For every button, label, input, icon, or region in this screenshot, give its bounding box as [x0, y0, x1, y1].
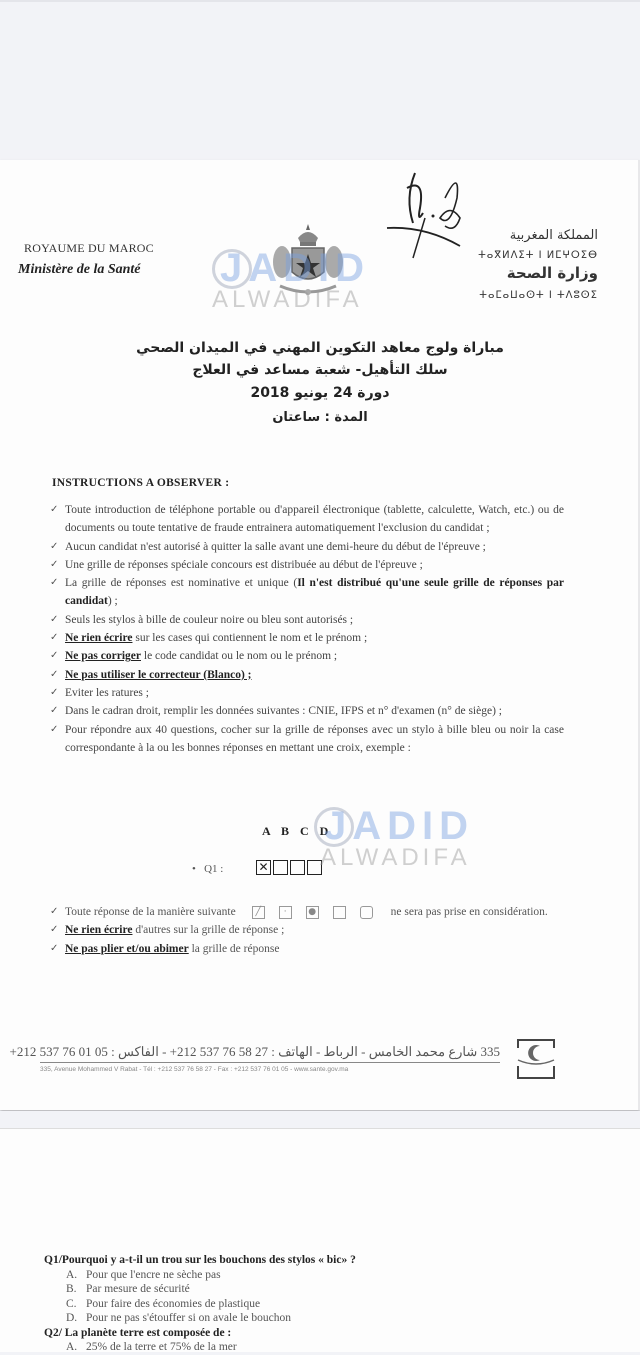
checkmark-icon: ✓: [50, 504, 59, 515]
exam-title-line-2: سلك التأهيل- شعبة مساعد في العلاج: [192, 362, 448, 378]
exam-duration: المدة : ساعتان: [272, 410, 368, 425]
header-kingdom-tifinagh: ⵜⴰⴳⵍⴷⵉⵜ ⵏ ⵍⵎⵖⵔⵉⴱ: [478, 250, 598, 261]
empty-box-icon: [333, 906, 346, 919]
answer-box-b: [273, 860, 288, 875]
checkmark-icon: ✓: [50, 686, 59, 698]
instructions-list: [48, 501, 564, 757]
question-option: D. Pour ne pas s'étouffer si on avale le bouchon: [66, 1312, 291, 1324]
instruction-item: ✓ Une grille de réponses spéciale concours est distribuée au début de l'épreuve ;: [48, 556, 564, 574]
checkmark-icon: ✓: [50, 723, 59, 735]
viewer-top-background: [0, 0, 640, 162]
document-page-1: [0, 160, 640, 1110]
checkmark-icon: ✓: [50, 942, 59, 954]
ministry-crescent-logo-icon: [516, 1038, 556, 1080]
moroccan-coat-of-arms-icon: [270, 222, 346, 304]
instruction-item: ✓ Ne rien écrire sur les cases qui contiennent le nom et le prénom ;: [48, 629, 564, 647]
checkmark-icon: ✓: [50, 613, 59, 625]
instruction-item: ✓ Ne pas plier et/ou abimer la grille de réponse: [48, 940, 568, 958]
checkmark-icon: ✓: [50, 558, 59, 570]
header-ministry-tifinagh: ⵜⴰⵎⴰⵡⴰⵙⵜ ⵏ ⵜⴷⵓⵙⵉ: [479, 290, 598, 301]
document-page-2: [0, 1128, 640, 1352]
filled-box-icon: ●: [306, 906, 319, 919]
instruction-item: ✓ Dans le cadran droit, remplir les données suivantes : CNIE, IFPS et n° d'examen (n° de siège) ;: [48, 702, 564, 720]
dotted-box-icon: ·: [279, 906, 292, 919]
checkmark-icon: ✓: [50, 668, 59, 680]
answer-box-a-checked: ✕: [256, 860, 271, 875]
question-block: [44, 1253, 356, 1355]
instruction-item: ✓ Ne pas utiliser le correcteur (Blanco) ;: [48, 666, 564, 684]
question-option: B. Par mesure de sécurité: [66, 1283, 190, 1295]
instruction-item: ✓ Seuls les stylos à bille de couleur noire ou bleu sont autorisés ;: [48, 611, 564, 629]
exam-session-date: دورة 24 يونيو 2018: [250, 385, 390, 401]
instruction-item: ✓ Ne pas corriger le code candidat ou le nom ou le prénom ;: [48, 647, 564, 665]
instruction-item: ✓ Eviter les ratures ;: [48, 684, 564, 702]
header-kingdom-label: ROYAUME DU MAROC: [24, 241, 154, 255]
example-letters: A B C D: [262, 824, 333, 838]
question-option: A. 25% de la terre et 75% de la mer: [66, 1341, 237, 1353]
slashed-box-icon: ╱: [252, 906, 265, 919]
question-option: A. Pour que l'encre ne sèche pas: [66, 1268, 221, 1281]
invalid-answer-examples: [252, 906, 373, 919]
instruction-item: ✓ Pour répondre aux 40 questions, cocher sur la grille de réponses avec un stylo à bille bleu ou noir la case correspondante à la ou les bonnes réponses en mettant une croix, exemple :: [48, 721, 564, 758]
question-title: Q1/Pourquoi y a-t-il un trou sur les bouchons des stylos « bic» ?: [44, 1254, 356, 1266]
invalid-answers-list: [48, 903, 568, 958]
footer-address-arabic: 335 شارع محمد الخامس - الرباط - الهاتف : 27 58 76 537 212+ - الفاكس : 05 01 76 537 212+: [40, 1044, 500, 1063]
header-kingdom-arabic: المملكة المغربية: [509, 228, 598, 243]
header-ministry-label: Ministère de la Santé: [18, 262, 141, 277]
example-answer-boxes: [256, 860, 322, 875]
handwritten-signature-icon: [385, 168, 495, 263]
example-question-label: • Q1 :: [192, 863, 224, 875]
exam-title-line-1: مباراة ولوج معاهد التكوين المهني في الميدان الصحي: [136, 340, 504, 356]
instruction-item: ✓ Toute réponse de la manière suivante ╱ · ● ne sera pas prise en considération.: [48, 903, 568, 921]
instruction-item: ✓ Toute introduction de téléphone portable ou d'appareil électronique (tablette, calculette, Watch, etc.) ou de documents ou toute tentative de fraude entrainera automatiquement l'exclusion du candidat ;: [48, 501, 564, 538]
answer-box-d: [307, 860, 322, 875]
checkmark-icon: ✓: [50, 540, 59, 552]
checkmark-icon: ✓: [50, 632, 59, 644]
question-option: C. Pour faire des économies de plastique: [66, 1297, 261, 1310]
question-title: Q2/ La planète terre est composée de :: [44, 1326, 232, 1339]
checkmark-icon: ✓: [50, 650, 59, 662]
watermark-middle: JADID ALWADIFA: [312, 804, 502, 874]
watermark-top: JADID ALWADIFA: [212, 246, 371, 313]
circled-box-icon: [360, 906, 373, 919]
instruction-item: ✓ Aucun candidat n'est autorisé à quitter la salle avant une demi-heure du début de l'épreuve ;: [48, 538, 564, 556]
instructions-heading: INSTRUCTIONS A OBSERVER :: [52, 477, 230, 489]
checkmark-icon: ✓: [50, 577, 59, 589]
checkmark-icon: ✓: [50, 705, 59, 717]
checkmark-icon: ✓: [50, 924, 59, 936]
footer-address-french: 335, Avenue Mohammed V Rabat - Tél : +212 537 76 58 27 - Fax : +212 537 76 01 05 - www.sante.gov.ma: [40, 1066, 349, 1073]
answer-box-c: [290, 860, 305, 875]
instruction-item: ✓ La grille de réponses est nominative et unique (Il n'est distribué qu'une seule grille de réponses par candidat) ;: [48, 574, 564, 611]
watermark-magnifier-icon: [212, 249, 252, 289]
checkmark-icon: ✓: [50, 906, 59, 917]
header-ministry-arabic: وزارة الصحة: [506, 264, 598, 282]
instruction-item: ✓ Ne rien écrire d'autres sur la grille de réponse ;: [48, 921, 568, 939]
